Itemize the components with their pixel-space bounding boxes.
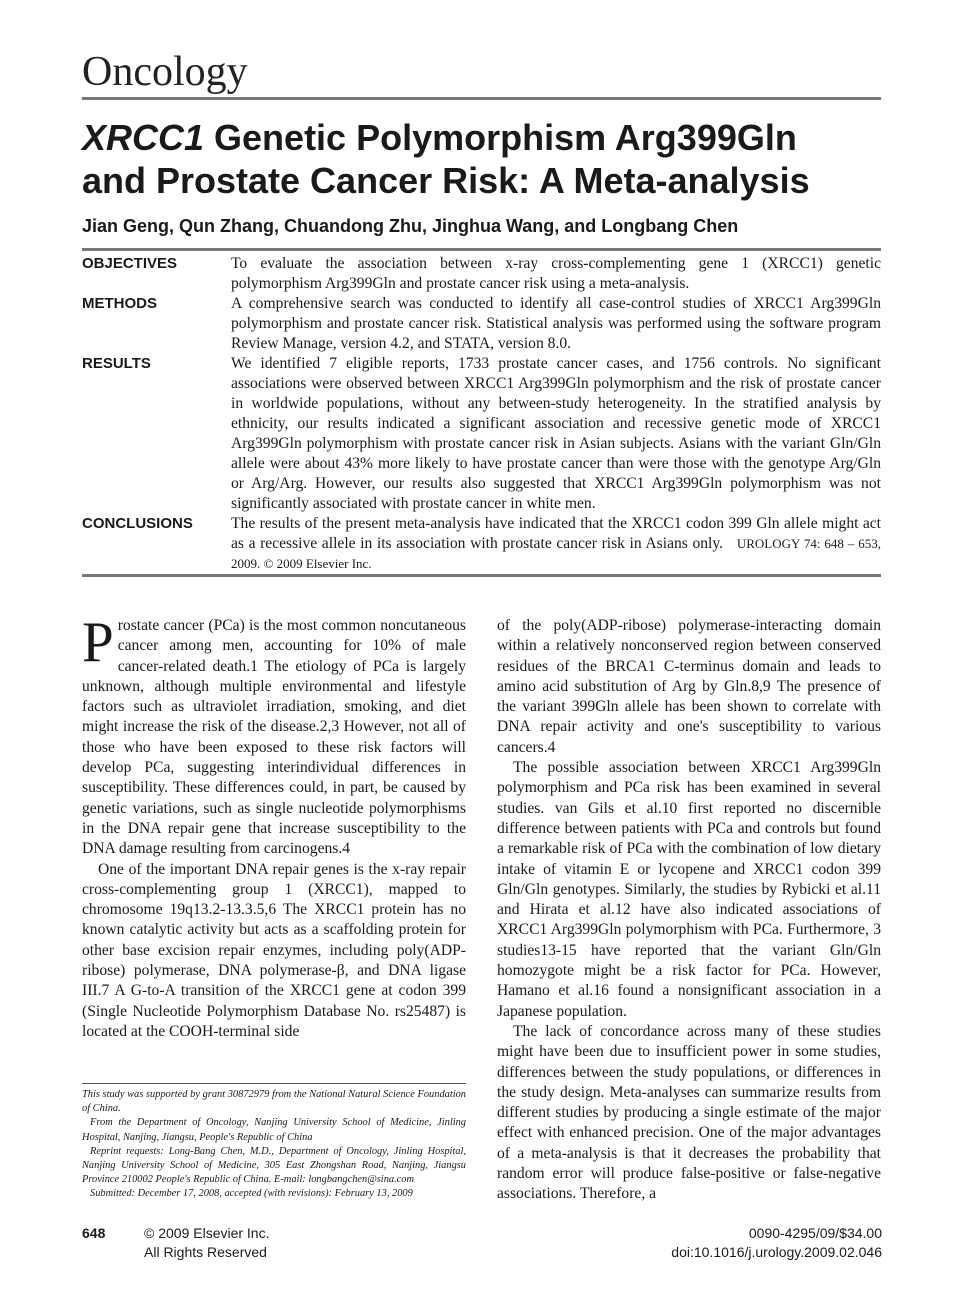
conclusions-text: The results of the present meta-analysis have indicated that the XRCC1 codon 399 Gln allele might act as a recessive allele in its association with prostate cancer risk in Asians only. [231, 515, 881, 552]
objectives-label: OBJECTIVES [82, 255, 178, 272]
reprint-note: Reprint requests: Long-Bang Chen, M.D., Department of Oncology, Jinling Hospital, Nanjing University School of Medicine, 305 East Zhongshan Road, Nanjing, Jiangsu Province 210002 People's Republic of China. E-mail: longbangchen@sina.com [82, 1145, 466, 1186]
header-rule [82, 97, 881, 100]
methods-text: A comprehensive search was conducted to identify all case-control studies of XRCC1 Arg399Gln polymorphism and prostate cancer risk. Statistical analysis was performed using the software program Review Manage, version 4.2, and STATA, version 8.0. [231, 295, 881, 352]
footnotes [82, 1088, 466, 1202]
conclusions-block [231, 514, 881, 574]
article-title [82, 116, 882, 202]
publication-ids [671, 1224, 882, 1262]
submission-note: Submitted: December 17, 2008, accepted (with revisions): February 13, 2009 [90, 1188, 413, 1200]
conclusions-label: CONCLUSIONS [82, 515, 193, 532]
title-gene: XRCC1 [82, 117, 205, 158]
issn: 0090-4295/09/$34.00 [748, 1225, 882, 1241]
body-column-right [497, 616, 881, 1205]
journal-name: Oncology [82, 49, 248, 95]
page-number: 648 [82, 1225, 106, 1241]
paragraph [82, 611, 466, 860]
affiliation-note: From the Department of Oncology, Nanjing University School of Medicine, Jinling Hospital, Nanjing, Jiangsu, People's Republic of China [82, 1117, 466, 1143]
copyright [144, 1224, 270, 1262]
title-line1: Genetic Polymorphism Arg399Gln [204, 117, 797, 158]
paragraph: The possible association between XRCC1 Arg399Gln polymorphism and PCa risk has been examined in several studies. van Gils et al.10 first reported no discernible difference between patients with PCa and controls but found a remarkable risk of PCa with the combination of low dietary intake of vitamin E or lycopene and XRCC1 codon 399 Gln/Gln genotypes. Similarly, the studies by Rybicki et al.11 and Hirata et al.12 have also indicated associations of XRCC1 Arg399Gln polymorphism with PCa. Furthermore, 3 studies13-15 have reported that the variant Gln/Gln homozygote might be a risk factor for PCa. However, Hamano et al.16 found a nonsignificant association in a Japanese population. [497, 759, 881, 1020]
citation: UROLOGY 74: 648 – 653, 2009. © 2009 Elsevier Inc. [231, 536, 882, 571]
footnote-rule [82, 1083, 466, 1084]
paragraph-text: rostate cancer (PCa) is the most common noncutaneous cancer among men, accounting for 10% of male cancer-related death.1 The etiology of PCa is largely unknown, although multiple environmental and lifestyle factors such as ultraviolet irradiation, smoking, and diet might increase the risk of the disease.2,3 However, not all of those who have been exposed to these risk factors will develop PCa, suggesting interindividual differences in susceptibility. These differences could, in part, be caused by genetic variations, such as single nucleotide polymorphisms in the DNA repair gene that increase susceptibility to the DNA damage resulting from carcinogens.4 [82, 617, 466, 858]
methods-label: METHODS [82, 295, 157, 312]
objectives-text: To evaluate the association between x-ray cross-complementing gene 1 (XRCC1) genetic polymorphism Arg399Gln and prostate cancer risk using a meta-analysis. [231, 255, 881, 292]
author-list: Jian Geng, Qun Zhang, Chuandong Zhu, Jinghua Wang, and Longbang Chen [82, 216, 739, 236]
paragraph: The lack of concordance across many of these studies might have been due to insufficient power in some studies, differences between the study populations, or differences in the study design. Meta-analyses can summarize results from different studies by producing a single estimate of the major effect with enhanced precision. One of the major advantages of a meta-analysis is that it decreases the probability that random error will produce false-positive or false-negative associations. Therefore, a [497, 1022, 881, 1203]
paragraph: One of the important DNA repair genes is the x-ray repair cross-complementing group 1 (XRCC1), mapped to chromosome 19q13.2-13.3.5,6 The XRCC1 protein has no known catalytic activity but acts as a scaffolding protein for other base excision repair enzymes, including poly(ADP-ribose) polymerase, DNA polymerase-β, and DNA ligase III.7 A G-to-A transition of the XRCC1 gene at codon 399 (Single Nucleotide Polymorphism Database No. rs25487) is located at the COOH-terminal side [82, 860, 466, 1040]
doi: doi:10.1016/j.urology.2009.02.046 [671, 1244, 882, 1260]
abstract-top-rule [82, 248, 881, 251]
copyright-line2: All Rights Reserved [144, 1244, 267, 1260]
copyright-line1: © 2009 Elsevier Inc. [144, 1225, 270, 1241]
drop-cap: P [82, 611, 114, 674]
title-line2: and Prostate Cancer Risk: A Meta-analysis [82, 160, 810, 201]
results-label: RESULTS [82, 355, 151, 372]
funding-note: This study was supported by grant 30872979 from the National Natural Science Foundation of China. [82, 1089, 466, 1115]
results-text: We identified 7 eligible reports, 1733 prostate cancer cases, and 1756 controls. No significant associations were observed between XRCC1 Arg399Gln polymorphism and the risk of prostate cancer in worldwide populations, without any between-study heterogeneity. In the stratified analysis by ethnicity, our results indicated a significant association and recessive genetic mode of XRCC1 Arg399Gln polymorphism with prostate cancer risk in Asian subjects. Asians with the variant Gln/Gln allele were about 43% more likely to have prostate cancer than were those with the genotype Arg/Gln or Arg/Arg. However, our results also suggested that XRCC1 Arg399Gln polymorphism was not significantly associated with prostate cancer in white men. [231, 355, 881, 512]
abstract-bottom-rule [82, 574, 881, 577]
paragraph: of the poly(ADP-ribose) polymerase-interacting domain within a relatively nonconserved region between conserved residues of the BRCA1 C-terminus domain and leads to amino acid substitution of Arg by Gln.8,9 The presence of the variant 399Gln allele has been shown to correlate with DNA repair activity and one's susceptibility to various cancers.4 [497, 617, 881, 756]
body-column-left [82, 611, 466, 1042]
